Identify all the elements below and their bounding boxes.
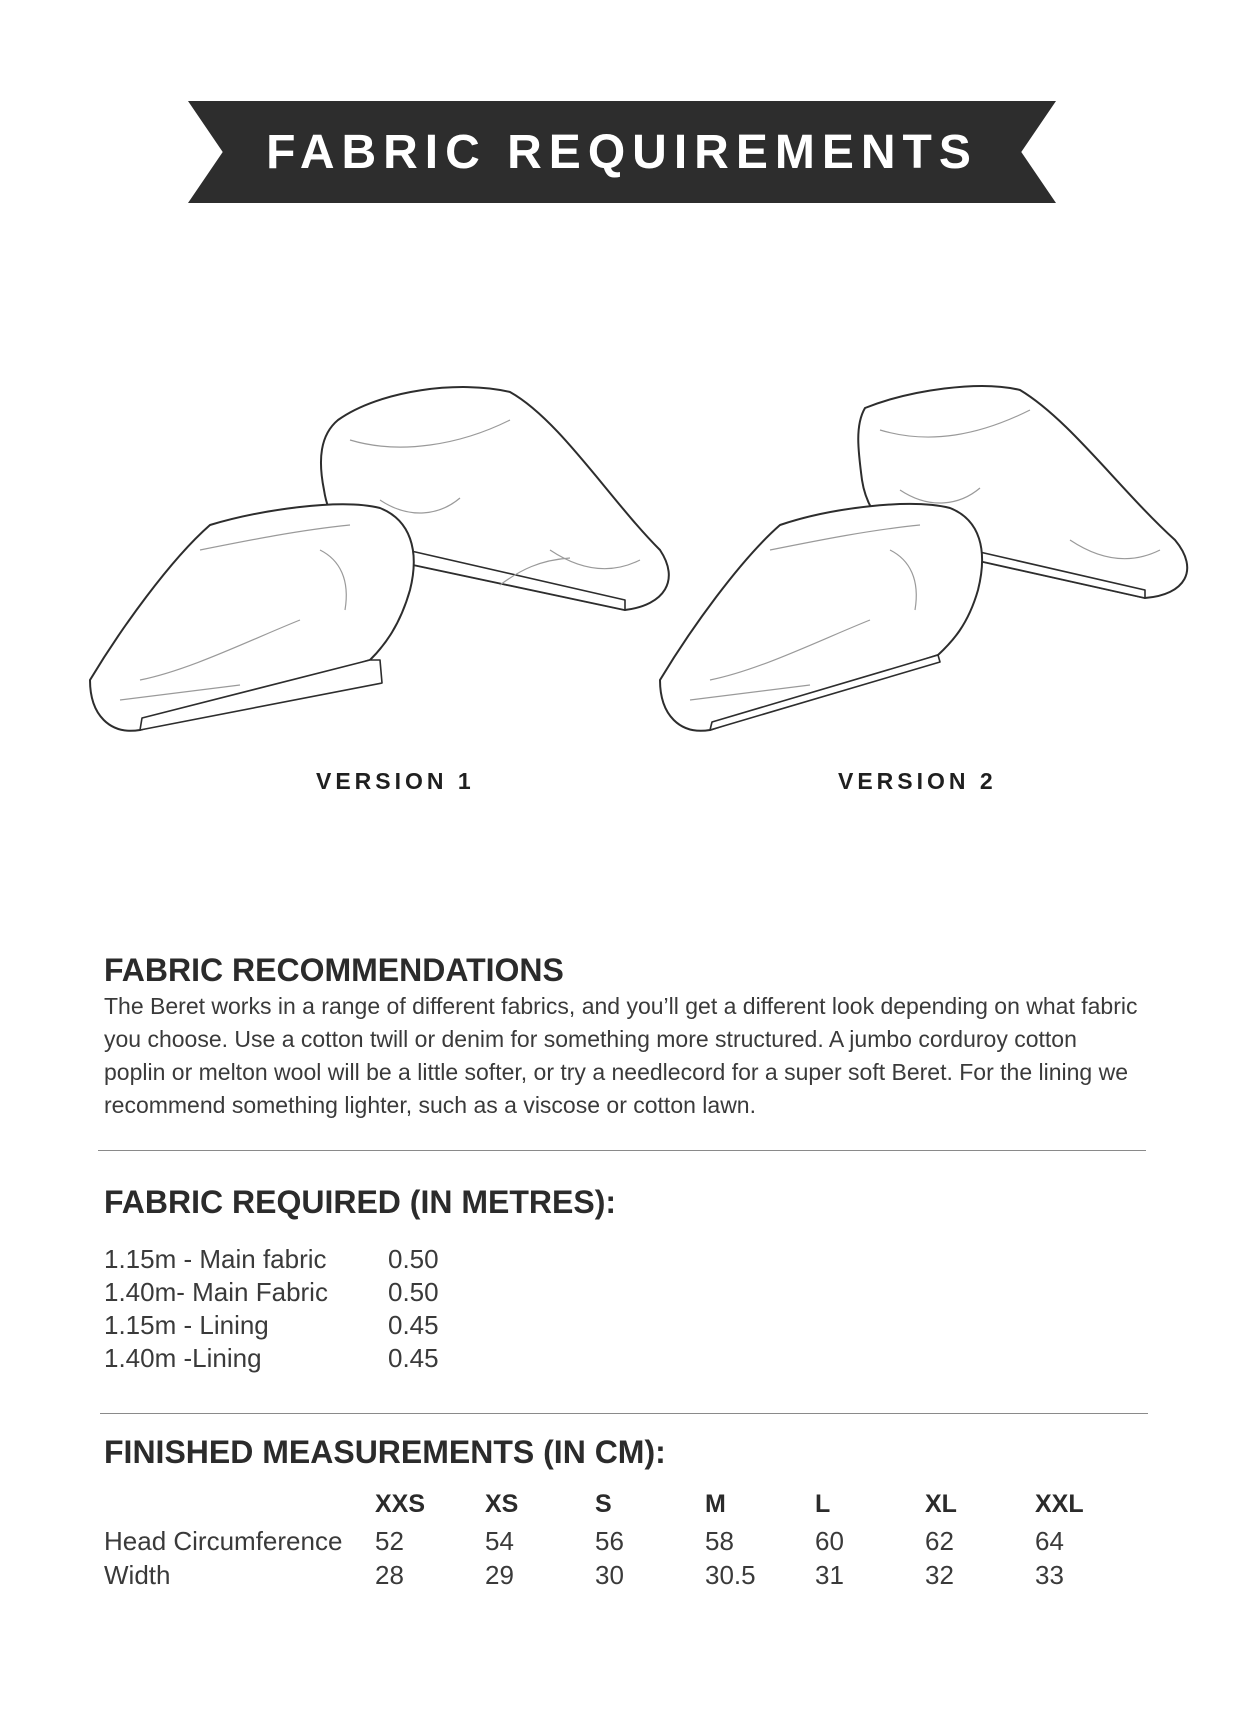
- beret-version-2-illustration: [640, 380, 1200, 740]
- measurement-value: 54: [485, 1526, 514, 1556]
- fabric-row-label: 1.40m -Lining: [104, 1343, 262, 1373]
- measurement-value: 64: [1035, 1526, 1064, 1556]
- measurement-value: 30.5: [705, 1560, 756, 1590]
- measurement-row-label: Width: [104, 1560, 171, 1590]
- measurement-value: 60: [815, 1526, 844, 1556]
- measurement-value: 52: [375, 1526, 404, 1556]
- fabric-row-label: 1.15m - Lining: [104, 1310, 269, 1340]
- size-header: XXS: [375, 1490, 426, 1518]
- size-header: XXL: [1035, 1490, 1084, 1518]
- fabric-row-label: 1.15m - Main fabric: [104, 1244, 327, 1274]
- measurement-value: 56: [595, 1526, 624, 1556]
- size-header: L: [815, 1490, 831, 1518]
- fabric-required-heading: FABRIC REQUIRED (IN METRES):: [104, 1184, 616, 1220]
- measurement-value: 58: [705, 1526, 734, 1556]
- fabric-row-value: 0.50: [388, 1277, 439, 1307]
- size-header: S: [595, 1490, 612, 1518]
- recommendations-heading: FABRIC RECOMMENDATIONS: [104, 952, 564, 988]
- divider: [98, 1150, 1146, 1151]
- measurement-value: 32: [925, 1560, 954, 1590]
- measurement-row-label: Head Circumference: [104, 1526, 343, 1556]
- divider: [100, 1413, 1148, 1414]
- measurement-value: 30: [595, 1560, 624, 1590]
- recommendations-text: The Beret works in a range of different fabrics, and you’ll get a different look depending on what fabric you choose. Use a cotton twill or denim for something more structured. A jumbo corduroy cotton poplin or melton wool will be a little softer, or try a needlecord for a super soft Beret. For the lining we recommend something lighter, such as a viscose or cotton lawn.: [104, 993, 1138, 1118]
- fabric-row-value: 0.45: [388, 1310, 439, 1340]
- measurements-heading: FINISHED MEASUREMENTS (IN CM):: [104, 1434, 666, 1470]
- measurement-value: 62: [925, 1526, 954, 1556]
- page-title: FABRIC REQUIREMENTS: [266, 125, 978, 179]
- beret-version-1-illustration: [80, 380, 680, 740]
- fabric-row-value: 0.50: [388, 1244, 439, 1274]
- beret-front: [660, 504, 982, 731]
- size-header: M: [705, 1490, 726, 1518]
- beret-front: [90, 504, 414, 730]
- version-2-label: VERSION 2: [838, 768, 997, 794]
- measurement-value: 28: [375, 1560, 404, 1590]
- fabric-row-value: 0.45: [388, 1343, 439, 1373]
- size-header: XS: [485, 1490, 519, 1518]
- measurement-value: 33: [1035, 1560, 1064, 1590]
- version-1-label: VERSION 1: [316, 768, 475, 794]
- measurement-value: 29: [485, 1560, 514, 1590]
- size-header: XL: [925, 1490, 957, 1518]
- measurement-value: 31: [815, 1560, 844, 1590]
- fabric-row-label: 1.40m- Main Fabric: [104, 1277, 328, 1307]
